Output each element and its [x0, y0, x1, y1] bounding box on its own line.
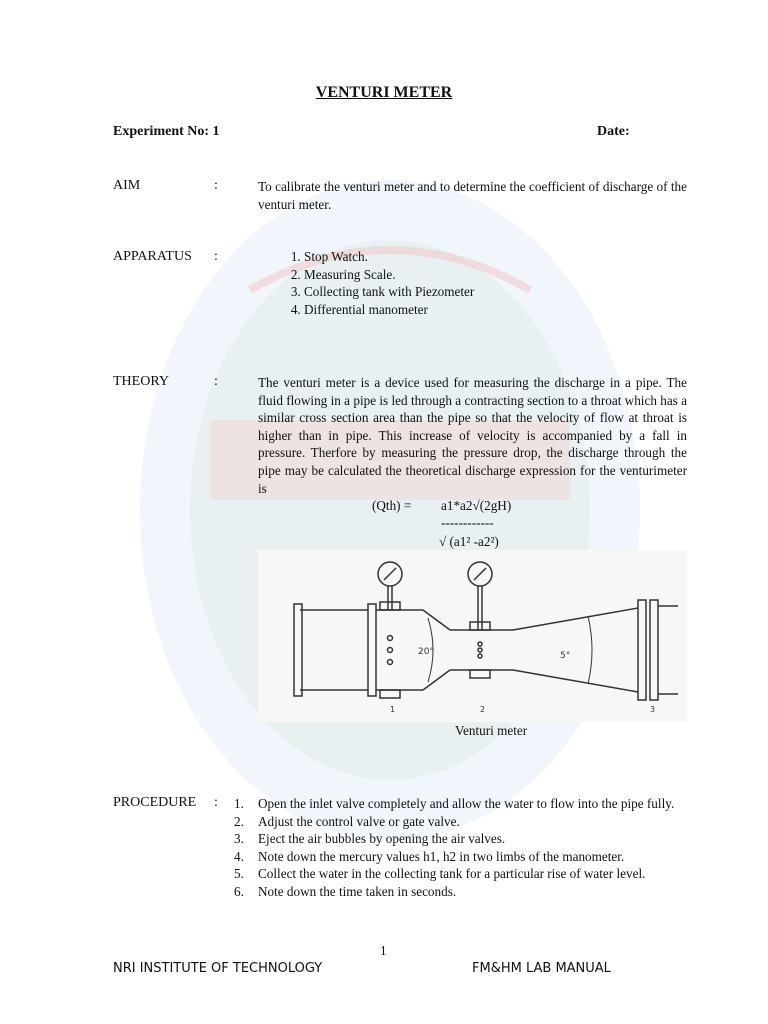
footer-institute: NRI INSTITUTE OF TECHNOLOGY [113, 961, 323, 976]
list-number: 1. [234, 796, 244, 811]
list-item: 3. Collecting tank with Piezometer [304, 283, 684, 301]
theory-label: THEORY [113, 374, 169, 389]
list-item [232, 883, 687, 901]
angle-in-label: 20° [418, 647, 434, 657]
procedure-step: Collect the water in the collecting tank for a particular rise of water level. [258, 866, 646, 882]
list-item [232, 848, 687, 866]
section-label-2: 2 [480, 705, 486, 714]
list-item [232, 865, 687, 883]
formula-fraction-line: ------------ [441, 515, 494, 530]
list-number: 5. [234, 866, 244, 882]
apparatus-list [270, 248, 684, 318]
page-number: 1 [380, 943, 387, 958]
procedure-step: Eject the air bubbles by opening the air valves. [258, 831, 506, 847]
venturi-meter-diagram [258, 550, 687, 722]
procedure-colon: : [214, 795, 218, 810]
list-number: 2. [234, 813, 244, 829]
section-label-3: 3 [650, 705, 656, 714]
list-item [232, 830, 687, 848]
aim-label: AIM [113, 178, 141, 193]
list-number: 4. [234, 848, 244, 864]
procedure-label: PROCEDURE [113, 795, 197, 810]
aim-text: To calibrate the venturi meter and to determine the coefficient of discharge of the venturi meter. [258, 179, 687, 212]
date-label: Date: [597, 124, 630, 139]
list-item [232, 813, 687, 831]
list-number: 6. [234, 883, 244, 899]
list-number: 3. [234, 831, 244, 847]
apparatus-colon: : [214, 249, 218, 264]
procedure-step: Adjust the control valve or gate valve. [258, 813, 460, 829]
footer-manual: FM&HM LAB MANUAL [472, 961, 611, 976]
formula-numerator: a1*a2√(2gH) [441, 498, 512, 513]
theory-colon: : [214, 374, 218, 389]
list-item [232, 795, 687, 813]
list-item: 2. Measuring Scale. [304, 266, 684, 284]
procedure-step: Note down the time taken in seconds. [258, 883, 457, 899]
procedure-list [232, 795, 687, 901]
figure-caption: Venturi meter [455, 723, 528, 738]
page-title: VENTURI METER [315, 84, 453, 101]
experiment-number: Experiment No: 1 [113, 124, 220, 139]
formula-denominator: √ (a1² -a2²) [439, 534, 499, 549]
theory-text: The venturi meter is a device used for measuring the discharge in a pipe. The fluid flowing in a pipe is led through a contracting section to a throat which has a similar cross section area than the pipe so that the velocity of flow at throat is higher than in pipe. This increase of velocity is accompanied by a fall in pressure. Therfore by measuring the pressure drop, the discharge through the pipe may be calculated the theoretical discharge expression for the venturimeter is [258, 375, 687, 496]
formula-lhs: (Qth) = [372, 498, 412, 513]
list-item: 1. Stop Watch. [304, 248, 684, 266]
apparatus-label: APPARATUS [113, 249, 192, 264]
aim-colon: : [214, 178, 218, 193]
section-label-1: 1 [390, 705, 396, 714]
list-item: 4. Differential manometer [304, 301, 684, 319]
procedure-step: Open the inlet valve completely and allow the water to flow into the pipe fully. [258, 796, 675, 811]
angle-out-label: 5° [560, 651, 571, 661]
procedure-step: Note down the mercury values h1, h2 in two limbs of the manometer. [258, 848, 625, 864]
